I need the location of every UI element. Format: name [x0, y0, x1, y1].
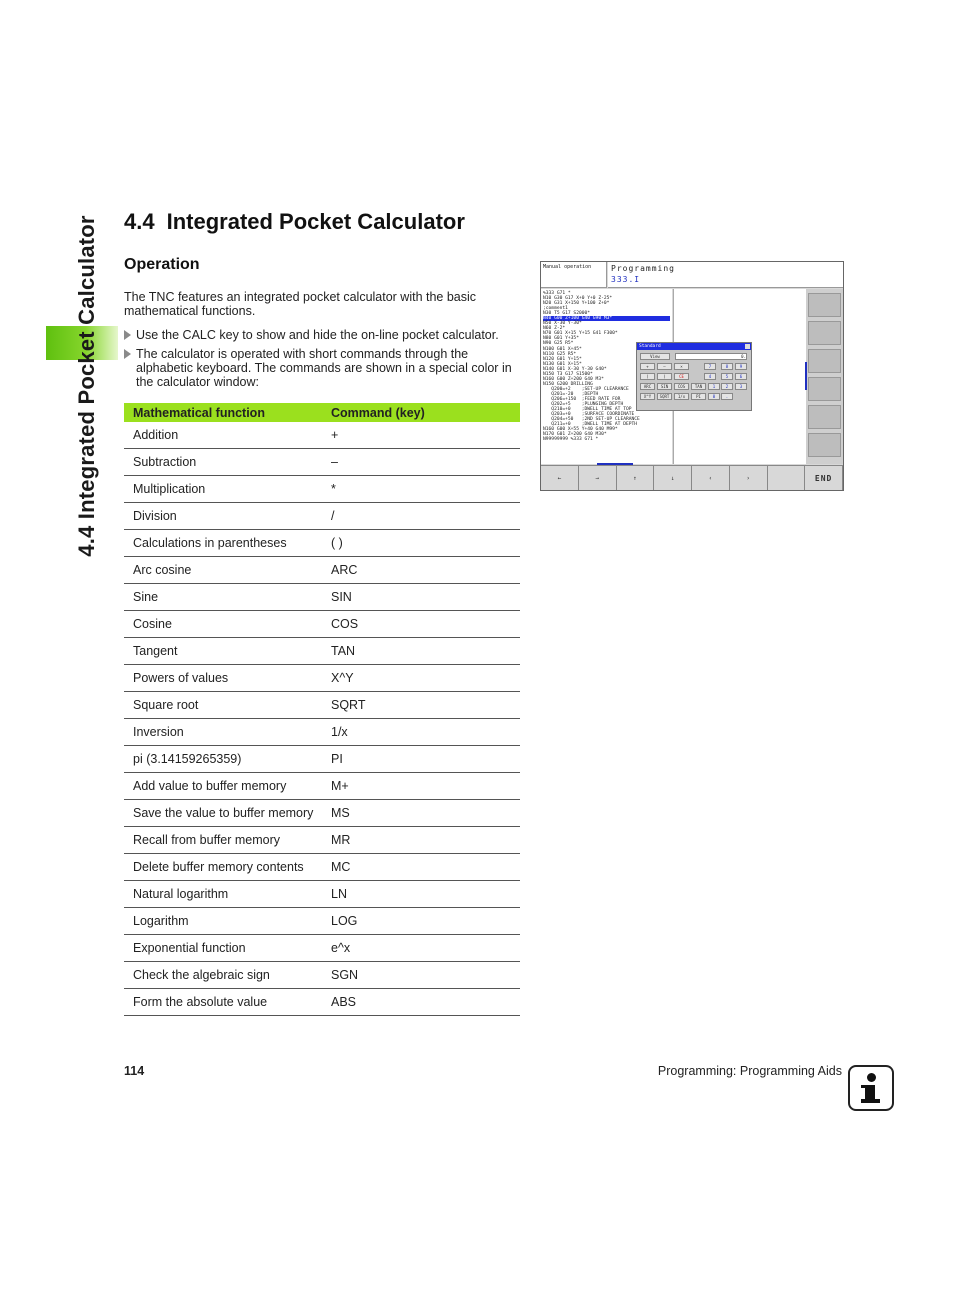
softkey[interactable]: →: [579, 465, 617, 490]
softkey[interactable]: [768, 465, 806, 490]
function-cell: Square root: [124, 692, 322, 719]
program-line[interactable]: N50 X-30 Y-30*: [543, 321, 582, 327]
function-cell: Natural logarithm: [124, 881, 322, 908]
calculator-key-row: [637, 383, 751, 390]
calculator-key[interactable]: 1: [708, 383, 720, 390]
program-line[interactable]: ;comment1: [543, 306, 568, 312]
section-title: Integrated Pocket Calculator: [166, 209, 465, 234]
calculator-display-row: [637, 353, 751, 360]
softkey[interactable]: END: [805, 465, 843, 490]
table-row: [124, 449, 520, 476]
table-row: [124, 557, 520, 584]
intro-paragraph: The TNC features an integrated pocket calculator with the basic mathematical functions.: [124, 290, 477, 318]
tnc-screenshot: [540, 261, 844, 491]
table-row: [124, 881, 520, 908]
command-cell: MR: [322, 827, 520, 854]
bullet-text: The calculator is operated with short commands through the alphabetic keyboard. The commands are shown in a special color in the calculator window:: [136, 347, 512, 389]
command-cell: ( ): [322, 530, 520, 557]
table-row: [124, 854, 520, 881]
table-row: [124, 422, 520, 449]
command-cell: e^x: [322, 935, 520, 962]
command-cell: LN: [322, 881, 520, 908]
calculator-window: [636, 342, 752, 411]
softkey[interactable]: ↓: [654, 465, 692, 490]
command-cell: ABS: [322, 989, 520, 1016]
function-cell: Delete buffer memory contents: [124, 854, 322, 881]
program-line[interactable]: N130 G01 X+15*: [543, 361, 582, 367]
calculator-key[interactable]: 7: [704, 363, 716, 370]
program-line[interactable]: N30 T5 G17 S2000*: [543, 311, 591, 317]
bullet-item: [124, 328, 520, 342]
program-line[interactable]: N170 G01 Z+200 G40 M30*: [543, 432, 607, 438]
function-cell: Inversion: [124, 719, 322, 746]
function-cell: Arc cosine: [124, 557, 322, 584]
calculator-key-row: [637, 363, 751, 370]
calculator-key-row: [637, 393, 751, 400]
program-line[interactable]: N110 G25 R5*: [543, 351, 577, 357]
vertical-softkeys: [806, 289, 843, 464]
subheading: Operation: [124, 256, 200, 273]
function-cell: Cosine: [124, 611, 322, 638]
program-line[interactable]: N100 G01 X+45*: [543, 346, 582, 352]
bullet-triangle-icon: [124, 330, 131, 340]
vertical-softkey[interactable]: [808, 349, 841, 373]
program-line[interactable]: N120 G01 Y+15*: [543, 356, 582, 362]
command-cell: /: [322, 503, 520, 530]
program-line[interactable]: Q204=+50 ;2ND SET-UP CLEARANCE: [543, 417, 640, 423]
calculator-key[interactable]: (: [640, 373, 655, 380]
calculator-key[interactable]: ): [657, 373, 672, 380]
table-row: [124, 773, 520, 800]
program-line[interactable]: %333 G71 *: [543, 291, 571, 296]
program-line[interactable]: N160 G00 X+55 Y+40 G40 M99*: [543, 427, 618, 433]
page-number: 114: [124, 1064, 145, 1078]
function-cell: Multiplication: [124, 476, 322, 503]
command-cell: *: [322, 476, 520, 503]
command-cell: SGN: [322, 962, 520, 989]
table-row: [124, 962, 520, 989]
calculator-key[interactable]: 6: [735, 373, 747, 380]
calculator-key-row: [637, 373, 751, 380]
function-cell: Tangent: [124, 638, 322, 665]
program-line[interactable]: Q211=+0 ;DWELL TIME AT DEPTH: [543, 422, 638, 428]
table-row: [124, 665, 520, 692]
command-cell: –: [322, 449, 520, 476]
command-cell: MC: [322, 854, 520, 881]
calculator-key[interactable]: 3: [735, 383, 747, 390]
program-line[interactable]: N60 Z-2*: [543, 326, 566, 332]
program-line[interactable]: Q200=+2 ;SET-UP CLEARANCE: [543, 386, 629, 392]
softkey[interactable]: ‹: [692, 465, 730, 490]
program-line[interactable]: Q203=+0 ;SURFACE COORDINATE: [543, 412, 635, 418]
calculator-titlebar: [637, 343, 751, 350]
program-line[interactable]: Q210=+0 ;DWELL TIME AT TOP: [543, 407, 632, 413]
calculator-key[interactable]: SIN: [657, 383, 672, 390]
function-cell: Recall from buffer memory: [124, 827, 322, 854]
program-line[interactable]: N140 G01 X-30 Y-30 G40*: [543, 366, 607, 372]
header-function: Mathematical function: [124, 403, 322, 422]
softkey[interactable]: ↑: [617, 465, 655, 490]
function-cell: Addition: [124, 422, 322, 449]
calculator-key[interactable]: .: [721, 393, 733, 400]
calculator-title: Standard: [639, 344, 661, 349]
side-chapter-title: 4.4 Integrated Pocket Calculator: [74, 215, 99, 557]
table-row: [124, 827, 520, 854]
command-cell: +: [322, 422, 520, 449]
command-cell: 1/x: [322, 719, 520, 746]
table-header-row: [124, 403, 520, 422]
function-cell: Powers of values: [124, 665, 322, 692]
program-line[interactable]: N70 G01 X+15 Y+15 G41 F300*: [543, 331, 618, 337]
calculator-key[interactable]: –: [657, 363, 672, 370]
calculator-key[interactable]: SQRT: [657, 393, 672, 400]
program-line[interactable]: N40 G00 Z+100 G40 G90 M3*: [543, 316, 670, 321]
program-line[interactable]: N150 G200 DRILLING: [543, 381, 593, 387]
table-row: [124, 530, 520, 557]
calculator-key[interactable]: ARC: [640, 383, 655, 390]
table-row: [124, 989, 520, 1016]
calculator-key[interactable]: TAN: [691, 383, 706, 390]
vertical-softkey[interactable]: [808, 293, 841, 317]
table-row: [124, 800, 520, 827]
program-title: Programming: [611, 264, 675, 273]
function-cell: Add value to buffer memory: [124, 773, 322, 800]
softkey-bar: [541, 465, 843, 490]
function-cell: Division: [124, 503, 322, 530]
table-row: [124, 719, 520, 746]
table-row: [124, 908, 520, 935]
program-line[interactable]: N90 G25 R5*: [543, 341, 574, 347]
program-line[interactable]: N99999999 %333 G71 *: [543, 437, 599, 443]
function-table: [124, 403, 520, 1016]
vertical-softkey[interactable]: [808, 377, 841, 401]
calculator-key[interactable]: 0: [708, 393, 720, 400]
program-line[interactable]: N150 T3 G17 S1500*: [543, 371, 593, 377]
function-cell: Logarithm: [124, 908, 322, 935]
scroll-indicator: [805, 362, 807, 390]
mode-label: Manual operation: [541, 262, 607, 288]
function-cell: Sine: [124, 584, 322, 611]
command-cell: SIN: [322, 584, 520, 611]
command-cell: X^Y: [322, 665, 520, 692]
function-cell: Form the absolute value: [124, 989, 322, 1016]
vertical-softkey[interactable]: [808, 433, 841, 457]
calculator-display: 0.: [675, 353, 747, 360]
command-cell: LOG: [322, 908, 520, 935]
calculator-key[interactable]: ×: [674, 363, 689, 370]
command-cell: COS: [322, 611, 520, 638]
table-row: [124, 611, 520, 638]
page-title: [124, 209, 465, 235]
program-file: 333.I: [611, 275, 641, 284]
program-line[interactable]: N10 G30 G17 X+0 Y+0 Z-25*: [543, 296, 613, 302]
bullet-triangle-icon: [124, 349, 131, 359]
command-cell: TAN: [322, 638, 520, 665]
table-row: [124, 746, 520, 773]
footer-section: Programming: Programming Aids: [657, 1064, 842, 1078]
function-cell: Save the value to buffer memory: [124, 800, 322, 827]
table-row: [124, 692, 520, 719]
program-line[interactable]: N80 G01 Y+35*: [543, 336, 579, 342]
program-line[interactable]: N20 G31 X+150 Y+100 Z+0*: [543, 301, 610, 307]
command-cell: ARC: [322, 557, 520, 584]
bullet-text: Use the CALC key to show and hide the on-line pocket calculator.: [136, 328, 499, 342]
table-row: [124, 476, 520, 503]
program-line[interactable]: Q202=+5 ;PLUNGING DEPTH: [543, 402, 624, 408]
command-cell: MS: [322, 800, 520, 827]
section-number: 4.4: [124, 209, 155, 234]
command-cell: SQRT: [322, 692, 520, 719]
function-cell: Check the algebraic sign: [124, 962, 322, 989]
function-cell: Exponential function: [124, 935, 322, 962]
table-row: [124, 638, 520, 665]
program-line[interactable]: Q201=-20 ;DEPTH: [543, 391, 599, 397]
softkey[interactable]: ←: [541, 465, 579, 490]
program-line[interactable]: N160 G00 Z+200 G40 M3*: [543, 376, 604, 382]
calculator-key[interactable]: 5: [721, 373, 733, 380]
header-command: Command (key): [322, 403, 520, 422]
calculator-key[interactable]: X^Y: [640, 393, 655, 400]
program-header: [608, 262, 843, 288]
bullet-item: [124, 347, 520, 389]
calculator-key[interactable]: PI: [691, 393, 706, 400]
close-icon[interactable]: [745, 344, 750, 349]
calculator-key[interactable]: 8: [721, 363, 733, 370]
calculator-key[interactable]: +: [640, 363, 655, 370]
table-row: [124, 503, 520, 530]
function-cell: pi (3.14159265359): [124, 746, 322, 773]
vertical-softkey[interactable]: [808, 405, 841, 429]
function-cell: Subtraction: [124, 449, 322, 476]
calculator-key[interactable]: 9: [735, 363, 747, 370]
program-line[interactable]: Q206=+150 ;FEED RATE FOR: [543, 396, 621, 402]
calculator-key[interactable]: CE: [674, 373, 689, 380]
calculator-key[interactable]: COS: [674, 383, 689, 390]
function-cell: Calculations in parentheses: [124, 530, 322, 557]
view-button[interactable]: View: [640, 353, 670, 360]
calculator-key[interactable]: 4: [704, 373, 716, 380]
softkey[interactable]: ›: [730, 465, 768, 490]
vertical-softkey[interactable]: [808, 321, 841, 345]
calculator-key[interactable]: 1/x: [674, 393, 689, 400]
command-cell: PI: [322, 746, 520, 773]
table-row: [124, 584, 520, 611]
info-icon: [848, 1065, 894, 1111]
calculator-key[interactable]: 2: [721, 383, 733, 390]
command-cell: M+: [322, 773, 520, 800]
table-row: [124, 935, 520, 962]
